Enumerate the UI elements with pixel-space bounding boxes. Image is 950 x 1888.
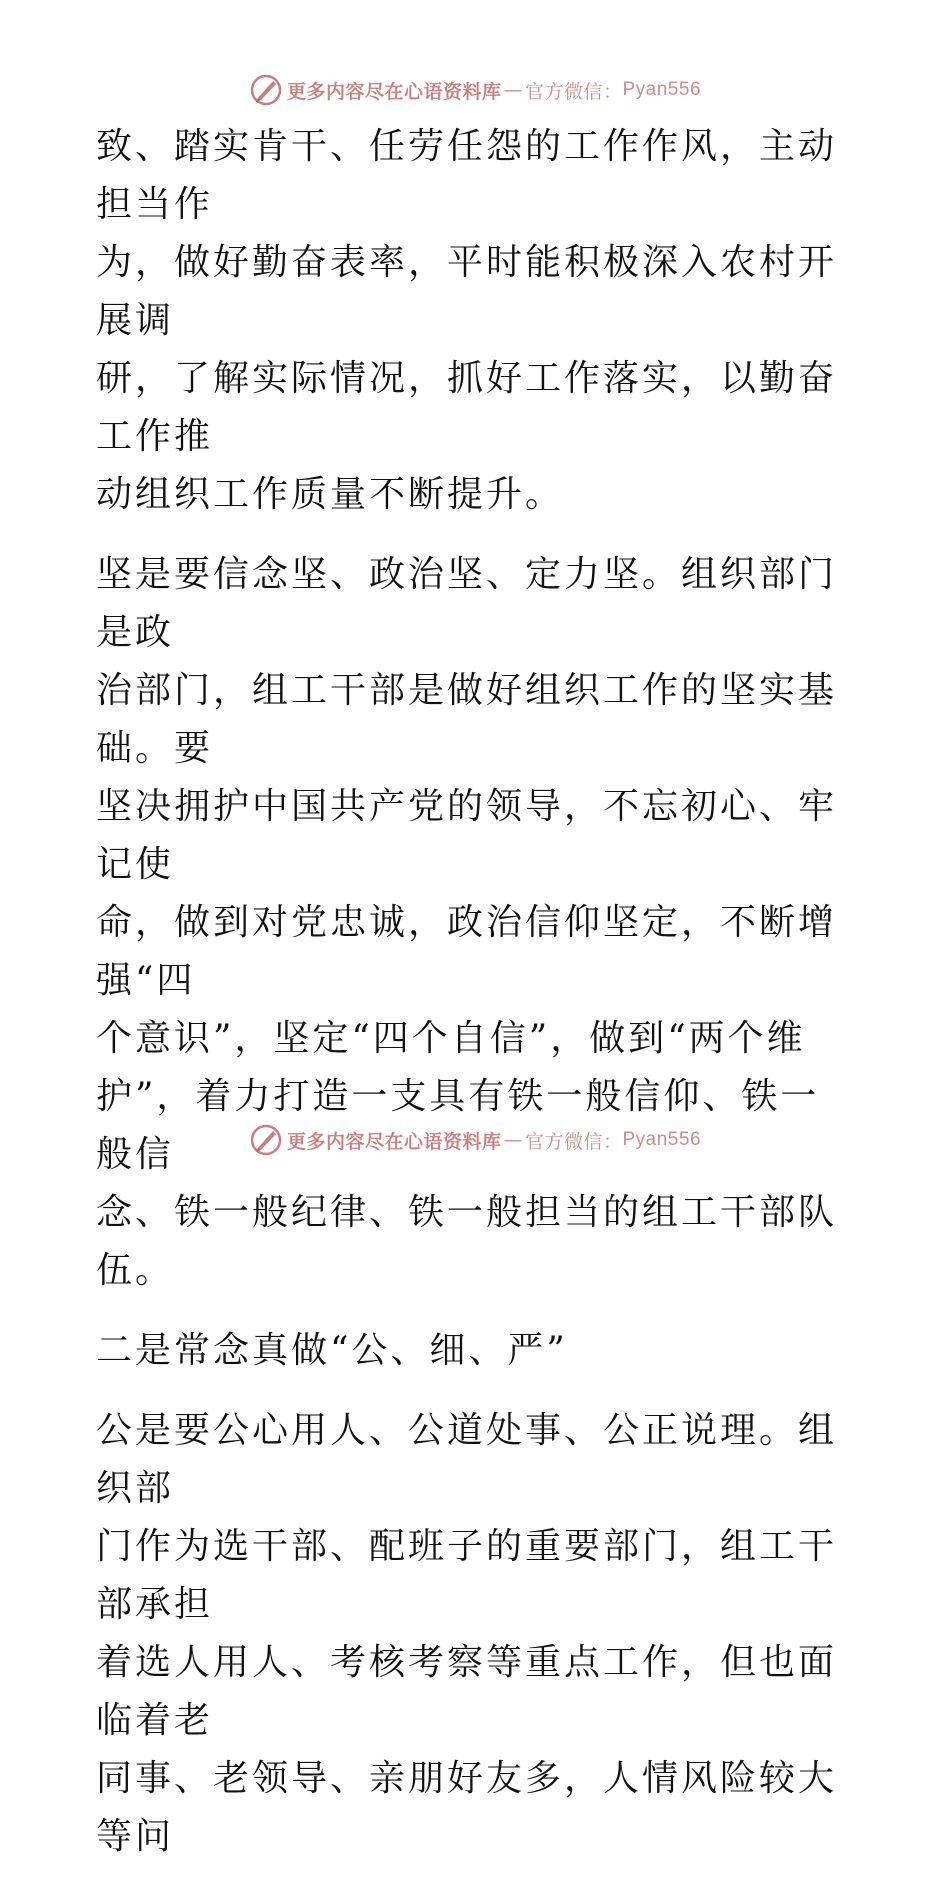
document-body	[96, 118, 856, 1888]
pen-logo-icon	[249, 1123, 283, 1157]
watermark-separator: —	[503, 1129, 523, 1151]
watermark-footer	[0, 1120, 950, 1160]
section-heading: 二是常念真做“公、细、严”	[96, 1330, 568, 1371]
watermark-sub-text: 官方微信：	[524, 80, 623, 103]
watermark-sub-text: 官方微信：	[524, 1130, 623, 1153]
pen-logo-icon	[249, 73, 283, 107]
watermark-main-text: 更多内容尽在心语资料库	[286, 1130, 502, 1153]
paragraph-3: 公是要公心用人、公道处事、公正说理。组织部 门作为选干部、配班子的重要部门，组工干部承担 着选人用人、考核考察等重点工作，但也面临着老 同事、老领导、亲朋好友多，人情风险较大等问	[96, 1410, 838, 1857]
watermark-handle: Pyan556	[622, 1129, 702, 1150]
watermark-main-text: 更多内容尽在心语资料库	[286, 80, 502, 103]
watermark-separator: —	[503, 79, 523, 101]
watermark-header	[0, 70, 950, 110]
watermark-handle: Pyan556	[622, 79, 702, 100]
paragraph-2: 坚是要信念坚、政治坚、定力坚。组织部门是政 治部门，组工干部是做好组织工作的坚实基础。要 坚决拥护中国共产党的领导，不忘初心、牢记使 命，做到对党忠诚，政治信仰坚定，不断增强“四 个意识”，坚定“四个自信”，做到“两个维 护”，着力打造一支具有铁一般信仰、铁一般信 念、铁一般纪律、铁一般担当的组工干部队伍。	[96, 554, 838, 1291]
paragraph-1: 致、踏实肯干、任劳任怨的工作作风，主动担当作 为，做好勤奋表率，平时能积极深入农村开展调 研，了解实际情况，抓好工作落实，以勤奋工作推 动组织工作质量不断提升。	[96, 126, 838, 515]
